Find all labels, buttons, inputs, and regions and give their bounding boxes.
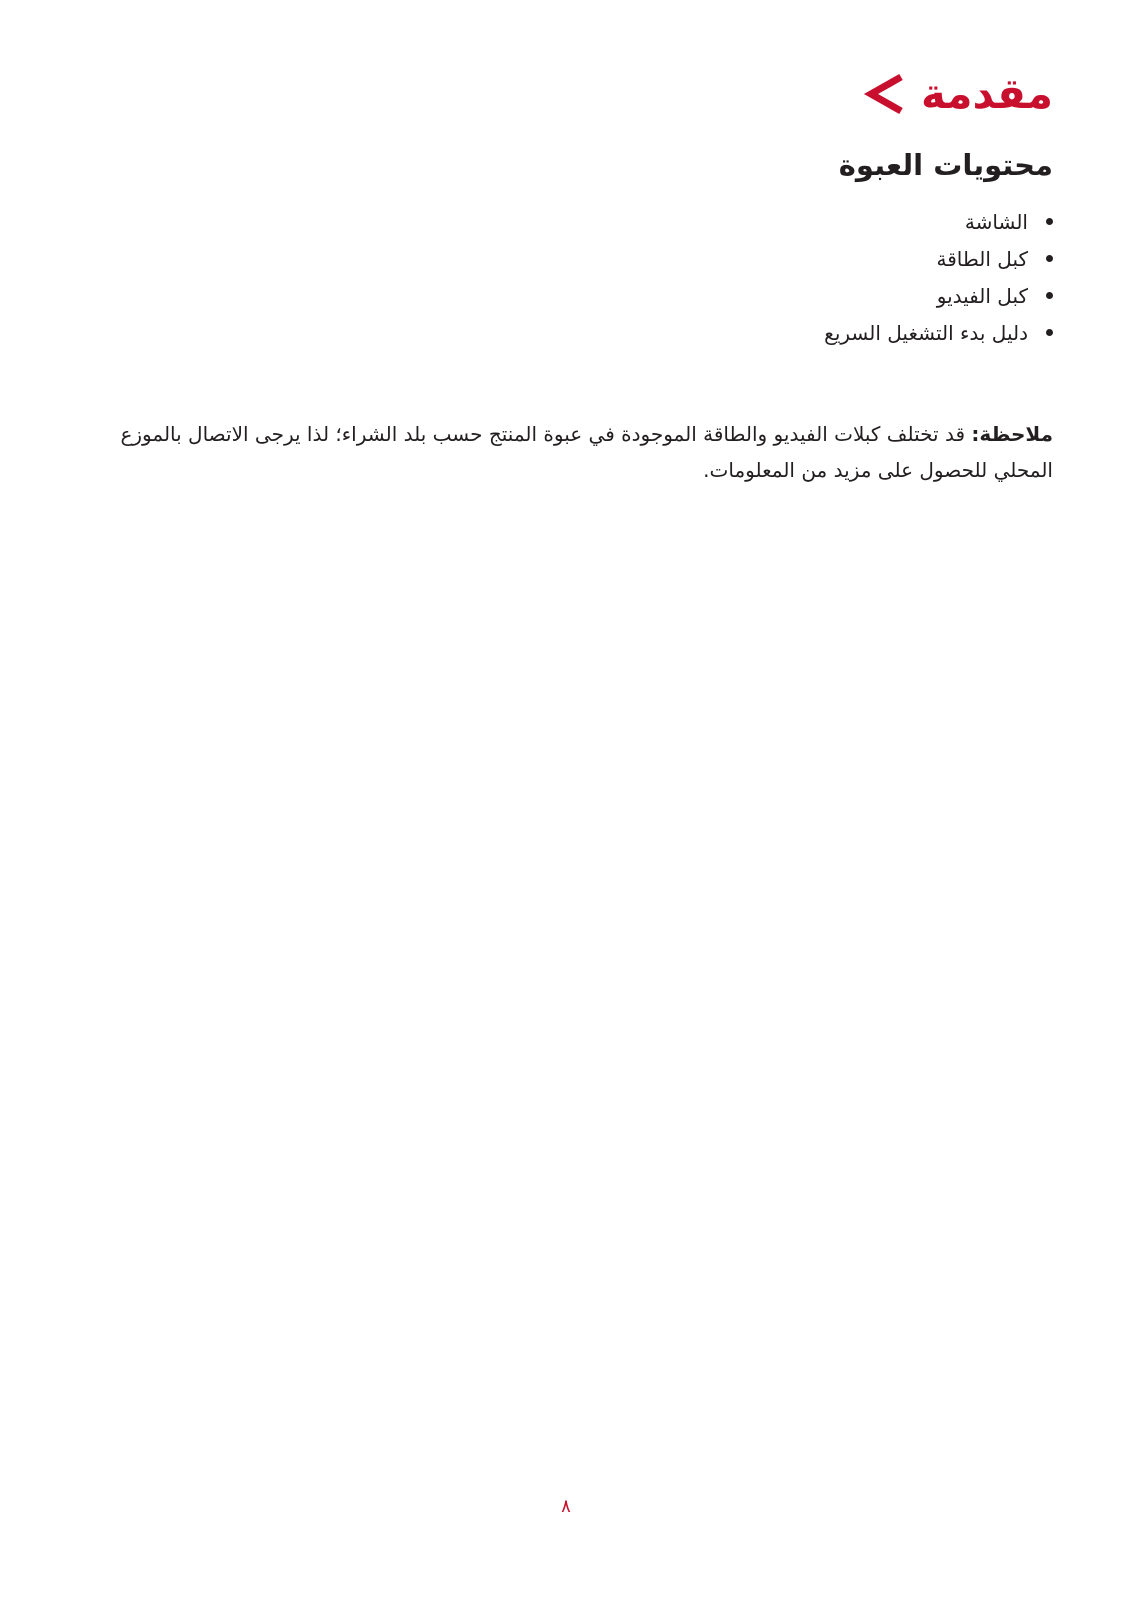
bullet-icon xyxy=(1046,329,1053,336)
bullet-icon xyxy=(1046,255,1053,262)
list-item xyxy=(824,203,1053,240)
list-item-label: دليل بدء التشغيل السريع xyxy=(824,320,1028,345)
list-item xyxy=(824,314,1053,351)
chevron-left-icon xyxy=(863,72,907,116)
note-paragraph xyxy=(80,416,1053,488)
bullet-icon xyxy=(1046,292,1053,299)
chapter-header xyxy=(863,69,1053,118)
contents-list xyxy=(824,203,1053,351)
section-title: محتويات العبوة xyxy=(838,148,1053,182)
list-item-label: كبل الطاقة xyxy=(936,246,1028,271)
list-item xyxy=(824,240,1053,277)
bullet-icon xyxy=(1046,218,1053,225)
page-number: ٨ xyxy=(561,1496,571,1517)
note-text: قد تختلف كبلات الفيديو والطاقة الموجودة في عبوة المنتج حسب بلد الشراء؛ لذا يرجى الاتصال بالموزع المحلي للحصول على مزيد من المعلومات. xyxy=(120,422,1053,482)
chapter-title: مقدمة xyxy=(921,69,1053,118)
note-label: ملاحظة: xyxy=(971,422,1053,446)
list-item-label: كبل الفيديو xyxy=(936,283,1028,308)
list-item xyxy=(824,277,1053,314)
list-item-label: الشاشة xyxy=(964,209,1028,234)
